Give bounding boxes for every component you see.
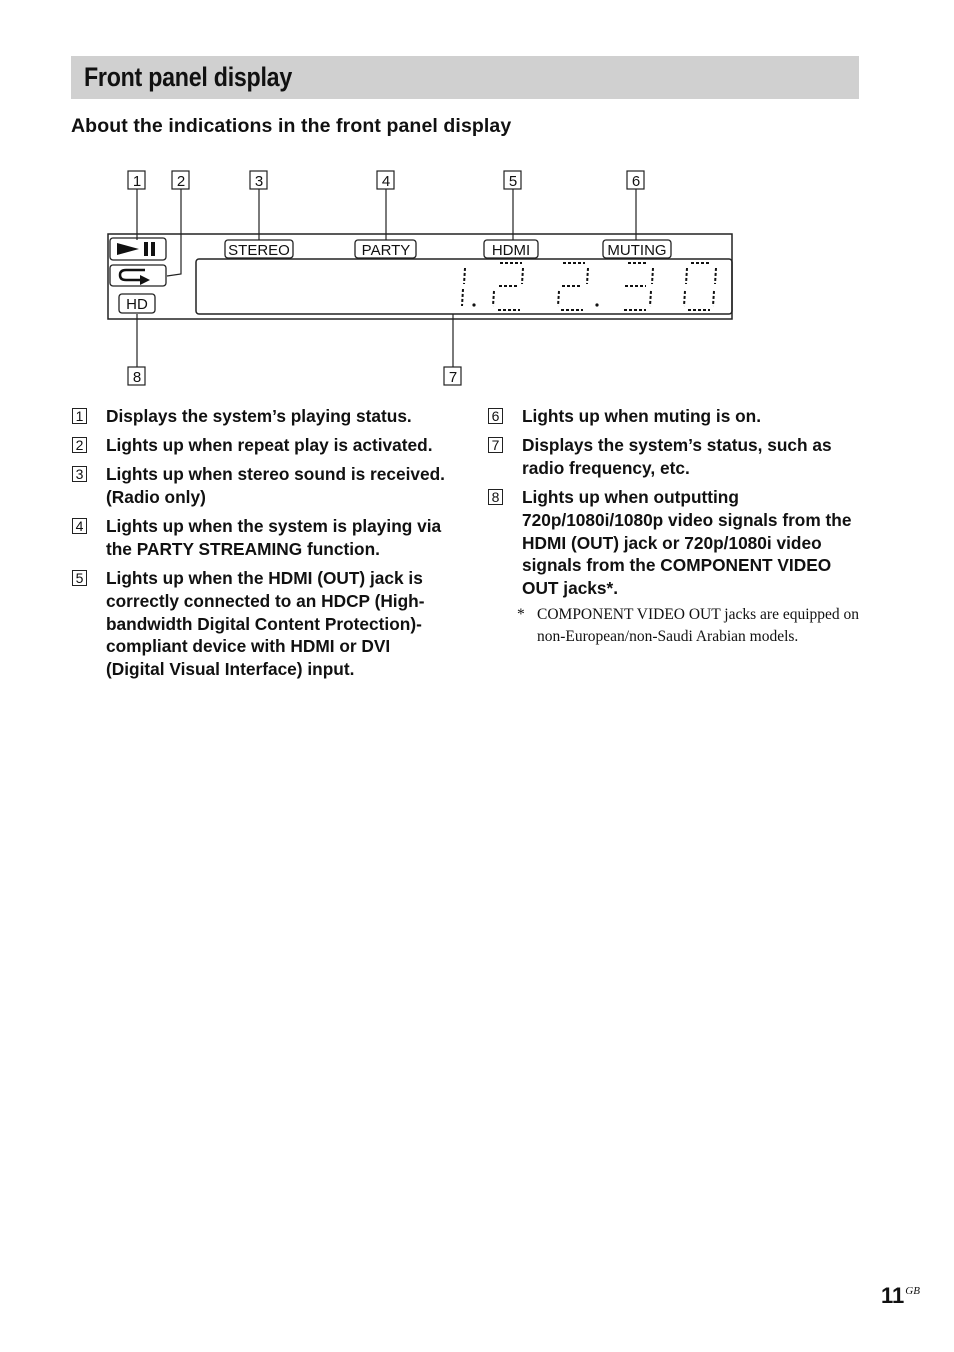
page-number (881, 1283, 920, 1309)
item-number: 3 (72, 466, 87, 482)
item-text: Displays the system’s status, such as radio frequency, etc. (522, 435, 832, 478)
items-right-column (487, 405, 859, 647)
list-item (71, 567, 451, 681)
repeat-icon (110, 265, 166, 286)
list-item (71, 434, 451, 457)
callout-label-3: 3 (254, 173, 264, 190)
section-subheading: About the indications in the front panel display (71, 115, 512, 137)
callout-label-8: 8 (132, 369, 142, 386)
footnote (487, 604, 859, 647)
page-title: Front panel display (84, 62, 292, 92)
list-item (487, 405, 859, 428)
item-text: Lights up when stereo sound is received. (Radio only) (106, 464, 445, 508)
item-number: 7 (488, 437, 503, 453)
footnote-marker: * (517, 606, 525, 624)
item-text: Lights up when muting is on. (522, 406, 762, 426)
item-number: 1 (72, 408, 87, 424)
party-indicator: PARTY (361, 242, 411, 259)
list-item (71, 515, 451, 560)
item-number: 8 (488, 489, 503, 505)
item-number: 4 (72, 518, 87, 534)
footnote-text: COMPONENT VIDEO OUT jacks are equipped on non-European/non-Saudi Arabian models. (537, 606, 860, 645)
list-item (71, 463, 451, 508)
item-number: 2 (72, 437, 87, 453)
callout-label-7: 7 (448, 369, 458, 386)
hdmi-indicator: HDMI (491, 242, 531, 259)
items-left-column (71, 405, 451, 687)
page-number-suffix: GB (905, 1285, 920, 1297)
list-item (487, 486, 859, 600)
play-pause-icon (110, 238, 166, 260)
list-item (487, 434, 859, 479)
item-text: Lights up when the system is playing via the PARTY STREAMING function. (106, 516, 442, 560)
list-item (71, 405, 451, 428)
segment-display-area (196, 259, 732, 314)
callout-label-6: 6 (631, 173, 641, 190)
page-number-value: 11 (881, 1283, 905, 1308)
item-text: Displays the system’s playing status. (106, 406, 412, 426)
item-number: 5 (72, 570, 87, 586)
callout-label-5: 5 (508, 173, 518, 190)
stereo-indicator: STEREO (228, 242, 290, 259)
muting-indicator: MUTING (607, 242, 667, 259)
item-text: Lights up when outputting 720p/1080i/1080p video signals from the HDMI (OUT) jack or 720p/1080i video signals from the COMPONENT VIDEO OUT jacks*. (522, 487, 852, 598)
front-panel-diagram (0, 0, 954, 400)
callout-label-1: 1 (132, 173, 142, 190)
callout-label-4: 4 (381, 173, 391, 190)
item-text: Lights up when repeat play is activated. (106, 435, 433, 456)
callout-label-2: 2 (176, 173, 186, 190)
segment-digits (462, 263, 716, 310)
item-text: Lights up when the HDMI (OUT) jack is correctly connected to an HDCP (High-bandwidth Digital Content Protection)-compliant device with HDMI or DVI (Digital Visual Interface) input. (106, 568, 425, 680)
hd-indicator: HD (126, 296, 148, 313)
item-number: 6 (488, 408, 503, 424)
